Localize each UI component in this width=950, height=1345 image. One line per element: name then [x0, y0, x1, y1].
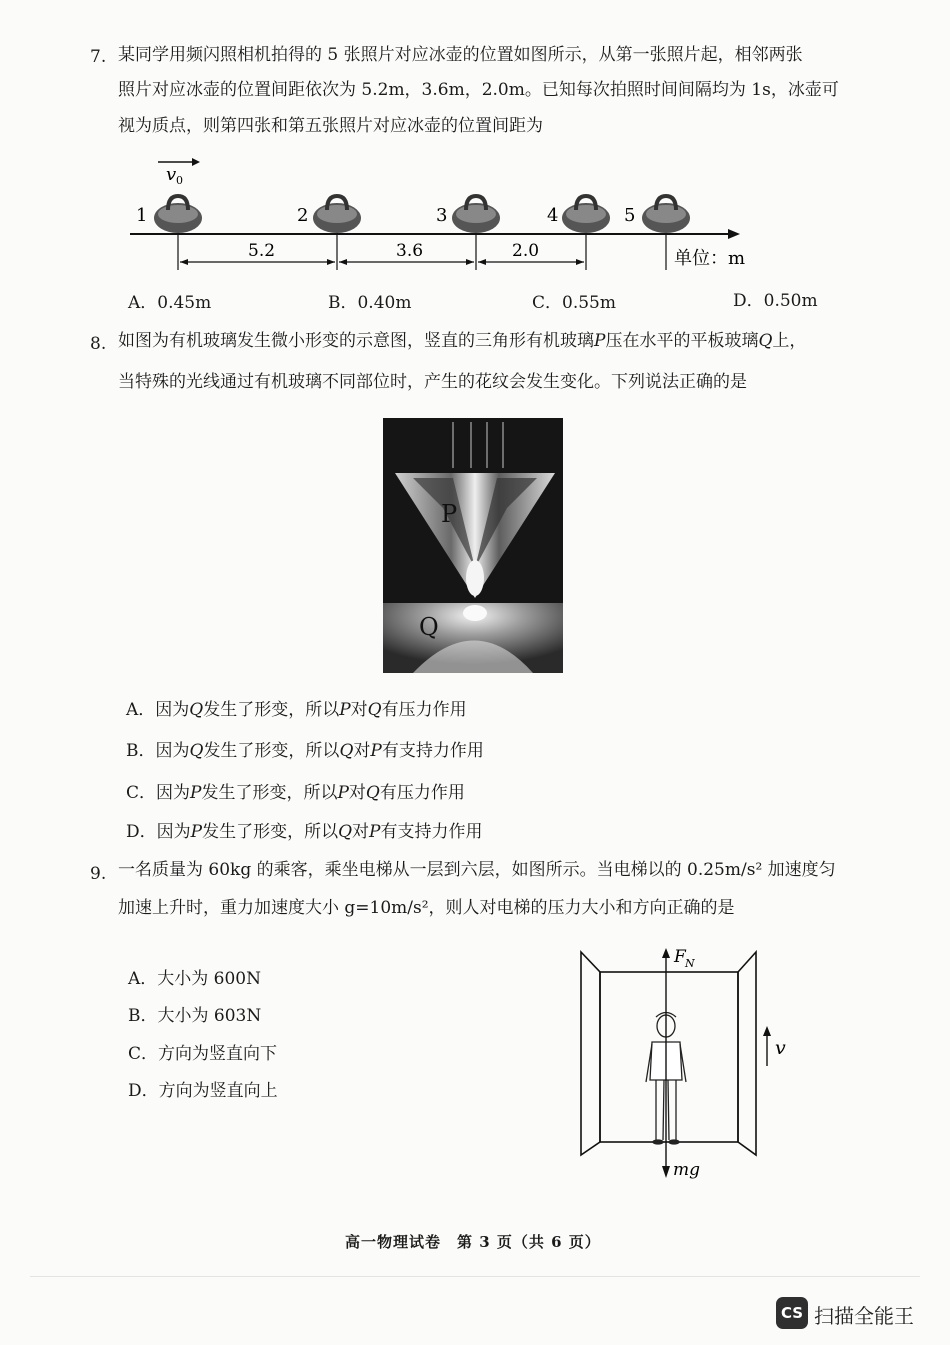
q8-number: 8. — [90, 334, 107, 354]
bottom-rule — [30, 1276, 920, 1277]
q7-option-d[interactable]: D．0.50m — [733, 291, 818, 311]
q9-option-a[interactable]: A．大小为 600N — [128, 969, 262, 989]
fn-subscript: N — [685, 957, 695, 970]
distance-label-3: 2.0 — [512, 241, 540, 261]
v-label: v — [775, 1037, 786, 1059]
photoelastic-figure — [383, 418, 563, 673]
page-footer: 高一物理试卷 第 3 页（共 6 页） — [345, 1233, 601, 1251]
q7-option-b[interactable]: B．0.40m — [328, 293, 412, 313]
distance-label-1: 5.2 — [248, 241, 276, 261]
q7-text-line-1: 某同学用频闪照相机拍得的 5 张照片对应冰壶的位置如图所示，从第一张照片起，相邻两张 — [118, 45, 803, 65]
curling-stones-figure — [120, 150, 780, 280]
q9-text-line-1: 一名质量为 60kg 的乘客，乘坐电梯从一层到六层，如图所示。当电梯以的 0.25m/s² 加速度匀 — [118, 860, 836, 880]
q8-option-c[interactable]: C．因为P发生了形变，所以P对Q有压力作用 — [126, 783, 465, 803]
stone-label-1: 1 — [136, 205, 148, 226]
q7-option-a[interactable]: A．0.45m — [128, 293, 212, 313]
q8-option-a[interactable]: A．因为Q发生了形变，所以P对Q有压力作用 — [126, 700, 467, 720]
mg-label: mg — [673, 1160, 701, 1180]
q8-option-d[interactable]: D．因为P发生了形变，所以Q对P有支持力作用 — [126, 822, 483, 842]
q8-text-line-1: 如图为有机玻璃发生微小形变的示意图，竖直的三角形有机玻璃P压在水平的平板玻璃Q上， — [118, 331, 807, 351]
elevator-figure — [576, 940, 806, 1190]
stone-label-2: 2 — [297, 205, 309, 226]
curling-stone-4 — [562, 196, 610, 233]
q9-number: 9. — [90, 864, 107, 884]
q9-text-line-2: 加速上升时，重力加速度大小 g=10m/s²，则人对电梯的压力大小和方向正确的是 — [118, 898, 735, 918]
q8-text-line-2: 当特殊的光线通过有机玻璃不同部位时，产生的花纹会发生变化。下列说法正确的是 — [118, 372, 747, 392]
velocity-label: v — [166, 164, 177, 185]
q7-text-line-2: 照片对应冰壶的位置间距依次为 5.2m，3.6m，2.0m。已知每次拍照时间间隔均为 1s，冰壶可 — [118, 80, 839, 100]
stone-label-3: 3 — [436, 205, 448, 226]
curling-stone-5 — [642, 196, 690, 233]
stone-label-4: 4 — [547, 205, 559, 226]
camscanner-brand-text: 扫描全能王 — [814, 1304, 914, 1328]
curling-stone-1 — [154, 196, 202, 233]
camscanner-logo: CS — [776, 1297, 808, 1329]
q9-option-b[interactable]: B．大小为 603N — [128, 1006, 262, 1026]
label-p: P — [441, 500, 458, 528]
q7-number: 7. — [90, 47, 107, 67]
unit-label: 单位：m — [674, 248, 746, 269]
q7-option-c[interactable]: C．0.55m — [532, 293, 616, 313]
q9-option-c[interactable]: C．方向为竖直向下 — [128, 1044, 278, 1064]
q7-text-line-3: 视为质点，则第四张和第五张照片对应冰壶的位置间距为 — [118, 116, 543, 136]
stone-label-5: 5 — [624, 205, 636, 226]
label-q: Q — [419, 613, 439, 641]
q8-option-b[interactable]: B．因为Q发生了形变，所以Q对P有支持力作用 — [126, 741, 484, 761]
curling-stone-3 — [452, 196, 500, 233]
velocity-subscript: 0 — [176, 174, 183, 187]
curling-stone-2 — [313, 196, 361, 233]
q9-option-d[interactable]: D．方向为竖直向上 — [128, 1081, 278, 1101]
distance-label-2: 3.6 — [396, 241, 424, 261]
fn-label: F — [674, 947, 686, 967]
